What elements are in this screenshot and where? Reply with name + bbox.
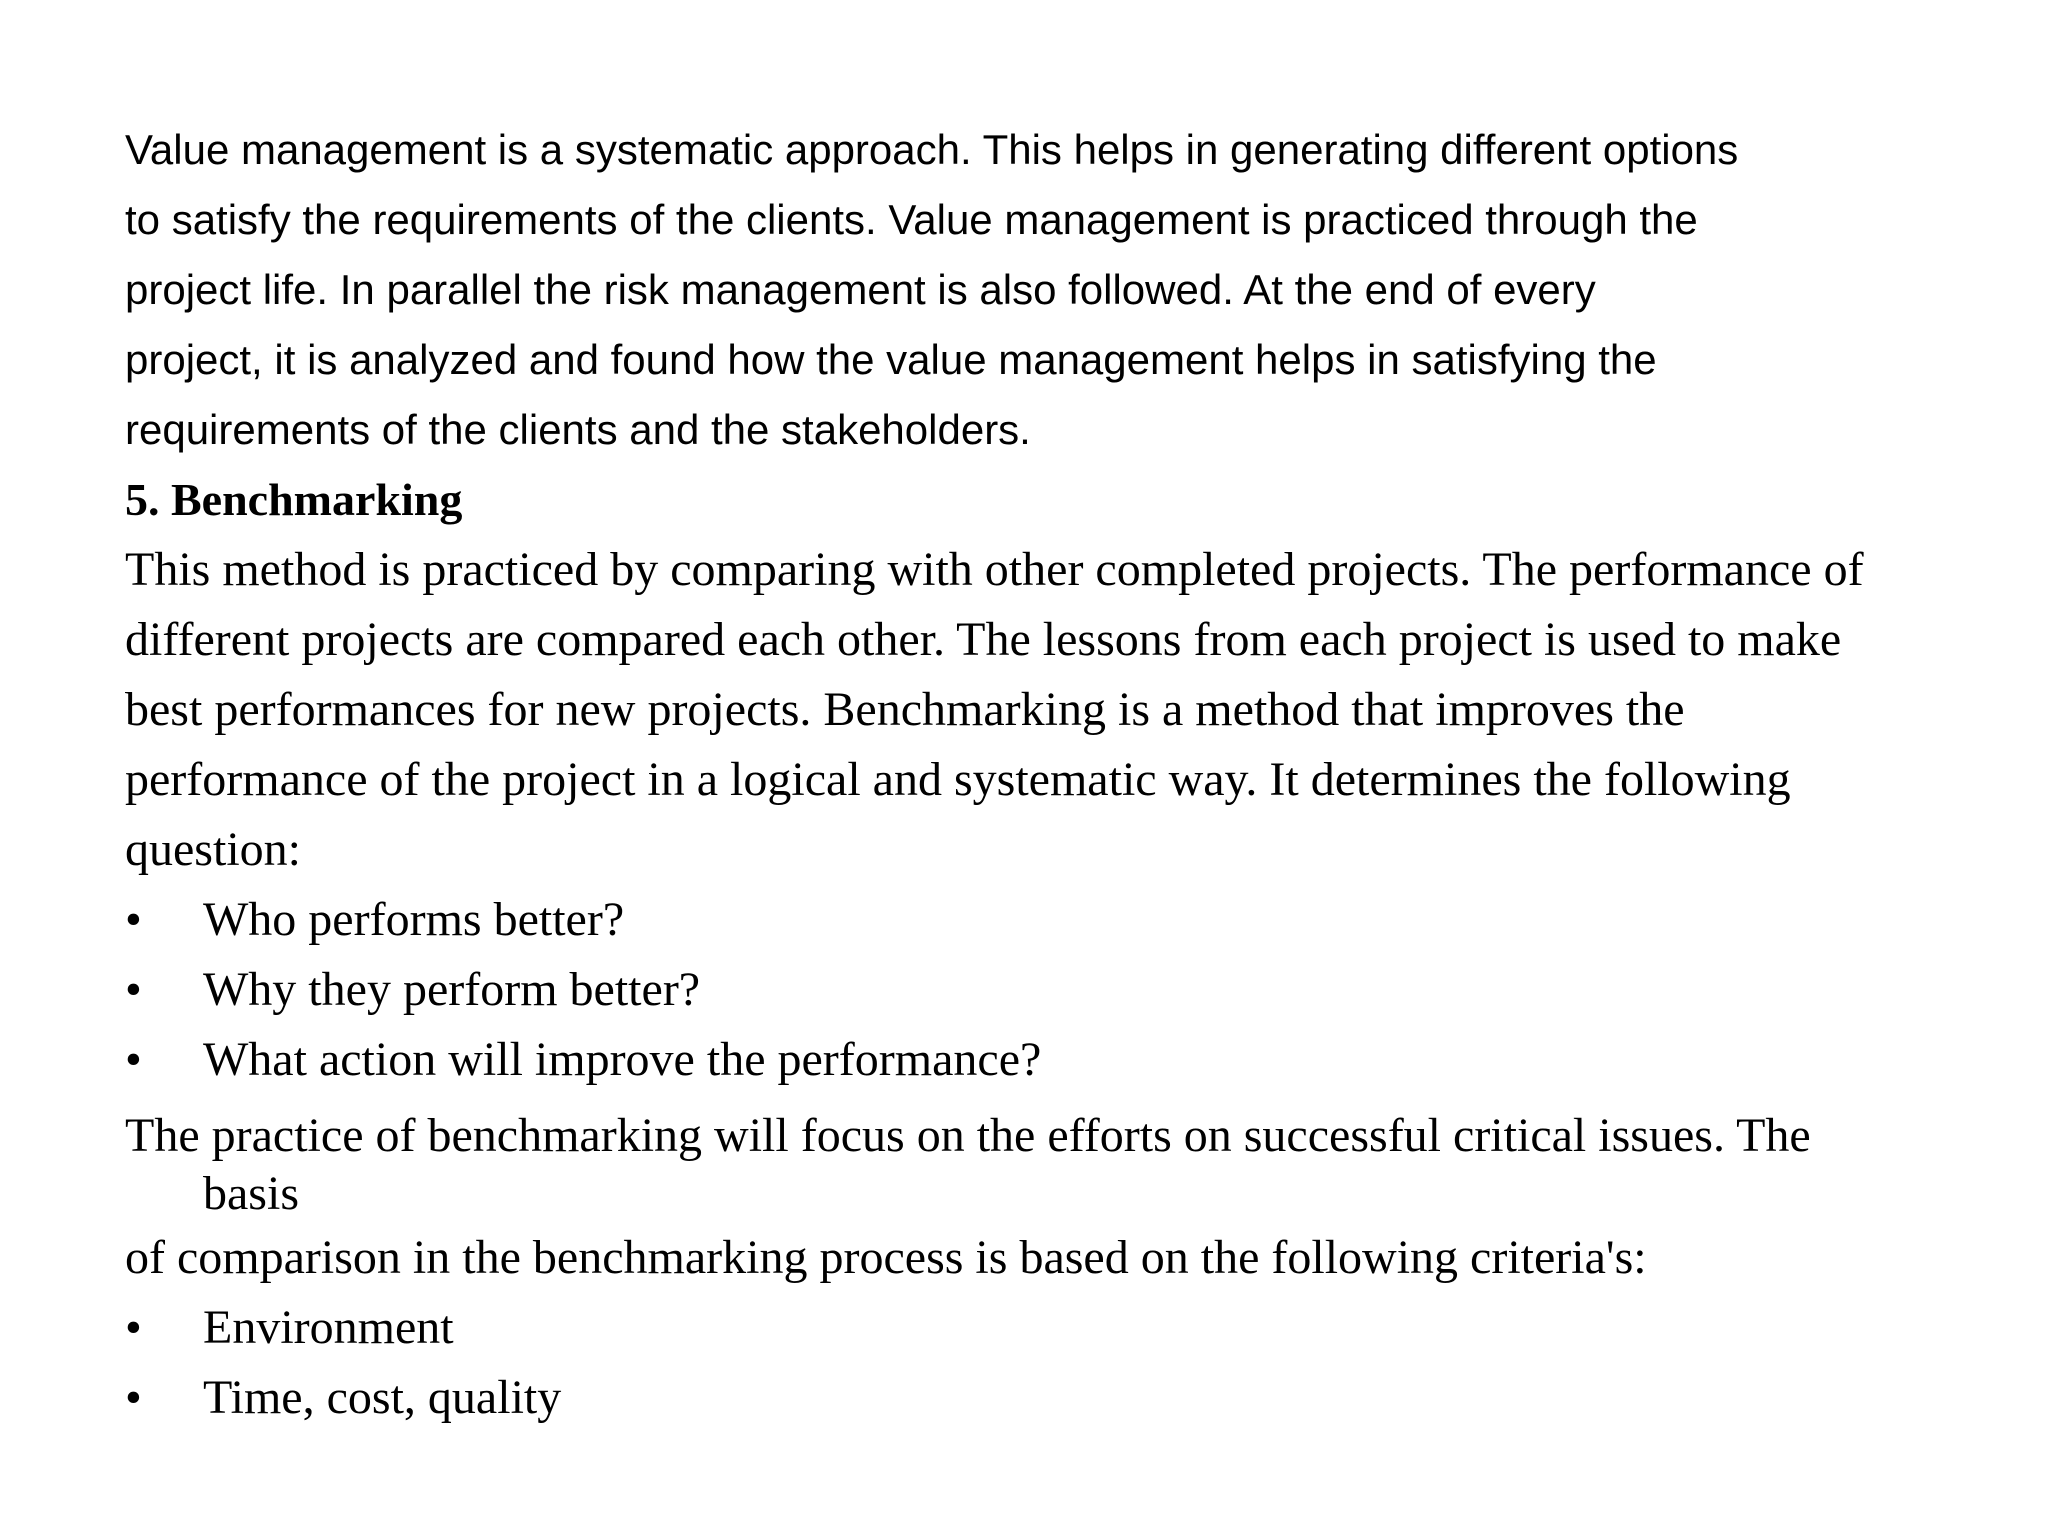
document-content <box>125 115 2005 1433</box>
list-item-text: Environment <box>203 1301 454 1354</box>
bullet-icon: • <box>125 963 142 1016</box>
paragraph-line: to satisfy the requirements of the clients. Value management is practiced through the <box>125 196 1698 243</box>
paragraph-line: This method is practiced by comparing with other completed projects. The performance of <box>125 543 1864 596</box>
list-item <box>125 1025 2005 1095</box>
list-item <box>125 1363 2005 1433</box>
paragraph-line: project life. In parallel the risk management is also followed. At the end of every <box>125 266 1596 313</box>
bullet-icon: • <box>125 1033 142 1086</box>
bullet-icon: • <box>125 1301 142 1354</box>
paragraph-line: performance of the project in a logical and systematic way. It determines the following <box>125 753 1791 806</box>
list-item-text: Time, cost, quality <box>203 1371 562 1424</box>
list-item <box>125 885 2005 955</box>
paragraph-line: best performances for new projects. Benchmarking is a method that improves the <box>125 683 1685 736</box>
bullet-icon: • <box>125 893 142 946</box>
bullet-icon: • <box>125 1371 142 1424</box>
paragraph-continuation: basis <box>203 1167 299 1220</box>
criteria-bullet-list <box>125 1293 2005 1433</box>
list-item <box>125 955 2005 1025</box>
paragraph-line: question: <box>125 823 301 876</box>
comparison-line: of comparison in the benchmarking process is based on the following criteria's: <box>125 1231 1647 1284</box>
list-item <box>125 1293 2005 1363</box>
questions-bullet-list <box>125 885 2005 1095</box>
paragraph-line: project, it is analyzed and found how the value management helps in satisfying the <box>125 336 1657 383</box>
value-management-paragraph <box>125 115 2005 465</box>
paragraph-line: different projects are compared each other. The lessons from each project is used to make <box>125 613 1842 666</box>
paragraph-line: The practice of benchmarking will focus on the efforts on successful critical issues. The <box>125 1109 1811 1162</box>
paragraph-line: Value management is a systematic approach. This helps in generating different options <box>125 126 1739 173</box>
list-item-text: What action will improve the performance? <box>203 1033 1042 1086</box>
list-item-text: Why they perform better? <box>203 963 701 1016</box>
benchmarking-intro-paragraph <box>125 535 2005 885</box>
section-heading-benchmarking: 5. Benchmarking <box>125 474 463 525</box>
paragraph-line: requirements of the clients and the stakeholders. <box>125 406 1031 453</box>
practice-paragraph <box>125 1095 2005 1223</box>
list-item-text: Who performs better? <box>203 893 625 946</box>
